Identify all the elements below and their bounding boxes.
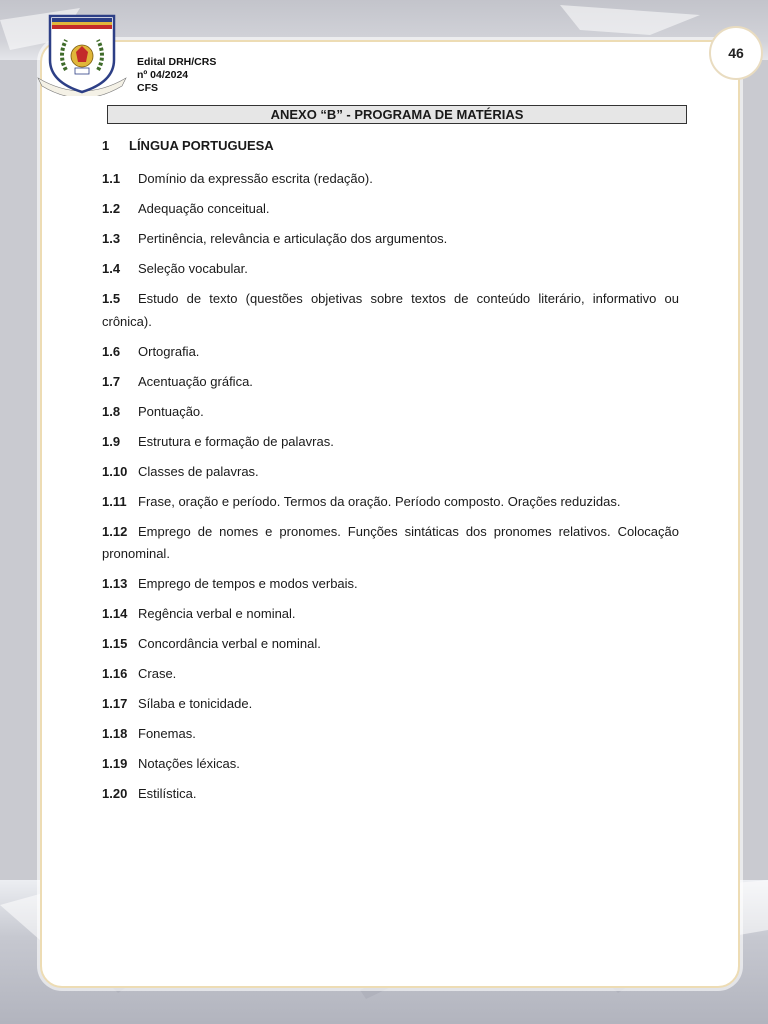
subject-item-text: Regência verbal e nominal. xyxy=(138,606,296,621)
subject-item-number: 1.14 xyxy=(102,606,128,621)
subject-item xyxy=(102,573,679,596)
subject-item xyxy=(102,258,679,281)
subject-item-number: 1.7 xyxy=(102,373,121,389)
subject-item-text: Concordância verbal e nominal. xyxy=(138,636,321,651)
subject-item-number: 1.10 xyxy=(102,463,128,479)
subject-item xyxy=(102,288,679,333)
subject-item xyxy=(102,198,679,221)
subject-item xyxy=(102,401,679,424)
edital-line-1: Edital DRH/CRS xyxy=(137,56,217,68)
subject-item-text: Seleção vocabular. xyxy=(138,261,248,276)
subject-item xyxy=(102,723,679,746)
subject-item-text: Acentuação gráfica. xyxy=(138,373,253,389)
subject-item-number: 1.16 xyxy=(102,666,128,681)
subject-item-text: Pertinência, relevância e articulação dos argumentos. xyxy=(138,231,448,246)
subject-item-number: 1.17 xyxy=(102,696,128,711)
subject-item-text: Sílaba e tonicidade. xyxy=(138,696,253,711)
subject-item-number: 1.9 xyxy=(102,433,121,449)
subject-item-number: 1.6 xyxy=(102,343,121,359)
edital-line-3: CFS xyxy=(137,82,158,94)
subject-item-number: 1.3 xyxy=(102,231,121,246)
subject-item xyxy=(102,753,679,776)
subject-item xyxy=(102,663,679,686)
subject-item-number: 1.5 xyxy=(102,291,121,306)
subject-item xyxy=(102,603,679,626)
subject-item-number: 1.4 xyxy=(102,261,121,276)
subject-item-text: Classes de palavras. xyxy=(138,463,259,479)
section-number: 1 xyxy=(102,138,110,153)
subject-item xyxy=(102,491,679,514)
subject-item-number: 1.11 xyxy=(102,493,127,509)
subject-item-number: 1.19 xyxy=(102,756,128,771)
page-number: 46 xyxy=(709,26,763,80)
subject-item-number: 1.12 xyxy=(102,523,128,539)
section-title: LÍNGUA PORTUGUESA xyxy=(129,138,274,153)
subject-item-text: Emprego de nomes e pronomes. Funções sintáticas dos pronomes relativos. Colocação pronominal. xyxy=(102,523,679,561)
subject-item-text: Frase, oração e período. Termos da oração. Período composto. Orações reduzidas. xyxy=(138,493,621,509)
subject-item-number: 1.8 xyxy=(102,403,121,419)
subject-item-number: 1.15 xyxy=(102,636,128,651)
subject-item-number: 1.18 xyxy=(102,726,128,741)
subject-item-text: Domínio da expressão escrita (redação). xyxy=(138,171,373,186)
subject-item-number: 1.1 xyxy=(102,171,121,186)
subject-item-text: Estilística. xyxy=(138,786,197,801)
subject-item-number: 1.13 xyxy=(102,576,128,591)
subject-item-text: Ortografia. xyxy=(138,343,200,359)
subject-item-text: Adequação conceitual. xyxy=(138,201,270,216)
subject-list xyxy=(102,168,679,813)
annex-title: ANEXO “B” - PROGRAMA DE MATÉRIAS xyxy=(107,105,687,124)
subject-item-text: Fonemas. xyxy=(138,726,196,741)
subject-item xyxy=(102,228,679,251)
policia-militar-crs-logo xyxy=(36,12,128,96)
subject-item xyxy=(102,168,679,191)
subject-item xyxy=(102,783,679,806)
edital-line-2: nº 04/2024 xyxy=(137,69,189,81)
subject-item xyxy=(102,341,679,364)
subject-item-text: Pontuação. xyxy=(138,403,204,419)
subject-item xyxy=(102,431,679,454)
subject-item xyxy=(102,521,679,566)
subject-item-text: Emprego de tempos e modos verbais. xyxy=(138,576,358,591)
subject-item-text: Estrutura e formação de palavras. xyxy=(138,433,334,449)
subject-item-text: Notações léxicas. xyxy=(138,756,240,771)
subject-item-text: Crase. xyxy=(138,666,177,681)
subject-item xyxy=(102,693,679,716)
subject-item xyxy=(102,633,679,656)
subject-item-number: 1.2 xyxy=(102,201,121,216)
subject-item-number: 1.20 xyxy=(102,786,128,801)
section-heading xyxy=(102,138,274,153)
subject-item xyxy=(102,461,679,484)
edital-header xyxy=(137,56,216,95)
subject-item xyxy=(102,371,679,394)
subject-item-text: Estudo de texto (questões objetivas sobre textos de conteúdo literário, informativo ou crônica). xyxy=(102,291,679,329)
